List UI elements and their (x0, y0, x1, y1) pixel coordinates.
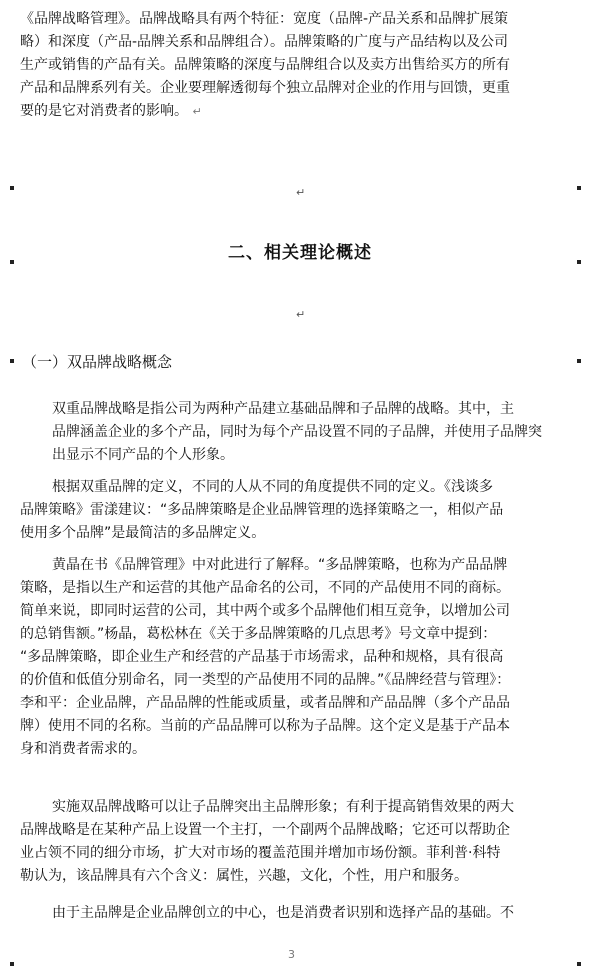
text-line: 勒认为，该品牌具有六个含义：属性，兴趣，文化，个性，用户和服务。 (20, 868, 468, 884)
margin-marker (577, 962, 581, 966)
text-line: 要的是它对消费者的影响。 ↵ (20, 103, 202, 119)
text-line: 根据双重品牌的定义，不同的人从不同的角度提供不同的定义。《浅谈多 (52, 479, 493, 495)
text-line: 业占领不同的细分市场，扩大对市场的覆盖范围并增加市场份额。菲利普·科特 (20, 845, 501, 861)
subsection-heading: （一）双品牌战略概念 (22, 353, 173, 371)
margin-marker (10, 186, 14, 190)
text-line: 出显示不同产品的个人形象。 (52, 447, 234, 463)
margin-marker (577, 186, 581, 190)
text-line: 由于主品牌是企业品牌创立的中心，也是消费者识别和选择产品的基础。不 (52, 905, 514, 921)
text-line: 《品牌战略管理》。品牌战略具有两个特征：宽度（品牌-产品关系和品牌扩展策 (20, 11, 509, 27)
margin-marker (10, 962, 14, 966)
paragraph-definition (20, 398, 580, 467)
text-line: 品牌涵盖企业的多个产品，同时为每个产品设置不同的子品牌，并使用子品牌突 (52, 424, 542, 440)
text-line: 品牌策略》雷漾建议：“多品牌策略是企业品牌管理的选择策略之一，相似产品 (20, 502, 504, 518)
paragraph-benefits (20, 796, 580, 888)
paragraph-mark: ↵ (296, 186, 306, 199)
text-line: 身和消费者需求的。 (20, 741, 146, 757)
paragraph-main-brand (20, 902, 580, 925)
text-line: 生产或销售的产品有关。品牌策略的深度与品牌组合以及卖方出售给买方的所有 (20, 57, 510, 73)
text-line: 李和平：企业品牌，产品品牌的性能或质量，或者品牌和产品品牌（多个产品品 (20, 695, 510, 711)
text-line: “多品牌策略，即企业生产和经营的产品基于市场需求，品种和规格，具有很高 (20, 649, 504, 665)
text-line: 实施双品牌战略可以让子品牌突出主品牌形象；有利于提高销售效果的两大 (52, 799, 514, 815)
text-line: 策略，是指以生产和运营的其他产品命名的公司，不同的产品使用不同的商标。 (20, 580, 510, 596)
margin-marker (10, 359, 14, 363)
margin-marker (577, 359, 581, 363)
text-line: 简单来说，即同时运营的公司，其中两个或多个品牌他们相互竞争，以增加公司 (20, 603, 510, 619)
text-line: 的价值和低值分别命名，同一类型的产品使用不同的品牌。”《品牌经营与管理》： (20, 672, 511, 688)
text-line: 黄晶在书《品牌管理》中对此进行了解释。“多品牌策略，也称为产品品牌 (52, 557, 508, 573)
text-line: 的总销售额。”杨晶，葛松林在《关于多品牌策略的几点思考》号文章中提到： (20, 626, 497, 642)
text-line: 产品和品牌系列有关。企业要理解透彻每个独立品牌对企业的作用与回馈，更重 (20, 80, 510, 96)
paragraph-mark: ↵ (296, 308, 306, 321)
text-line: 使用多个品牌”是最简洁的多品牌定义。 (20, 525, 266, 541)
section-heading: 二、相关理论概述 (228, 243, 372, 263)
text-line: 牌）使用不同的名称。当前的产品品牌可以称为子品牌。这个定义是基于产品本 (20, 718, 510, 734)
page-number: 3 (288, 948, 295, 961)
text-line: 双重品牌战略是指公司为两种产品建立基础品牌和子品牌的战略。其中，主 (52, 401, 514, 417)
paragraph-intro (20, 8, 580, 123)
text-line: 略）和深度（产品-品牌关系和品牌组合）。品牌策略的广度与产品结构以及公司 (20, 34, 509, 50)
text-line: 品牌战略是在某种产品上设置一个主打，一个副两个品牌战略；它还可以帮助企 (20, 822, 510, 838)
paragraph-literature (20, 554, 580, 761)
paragraph-views (20, 476, 580, 545)
